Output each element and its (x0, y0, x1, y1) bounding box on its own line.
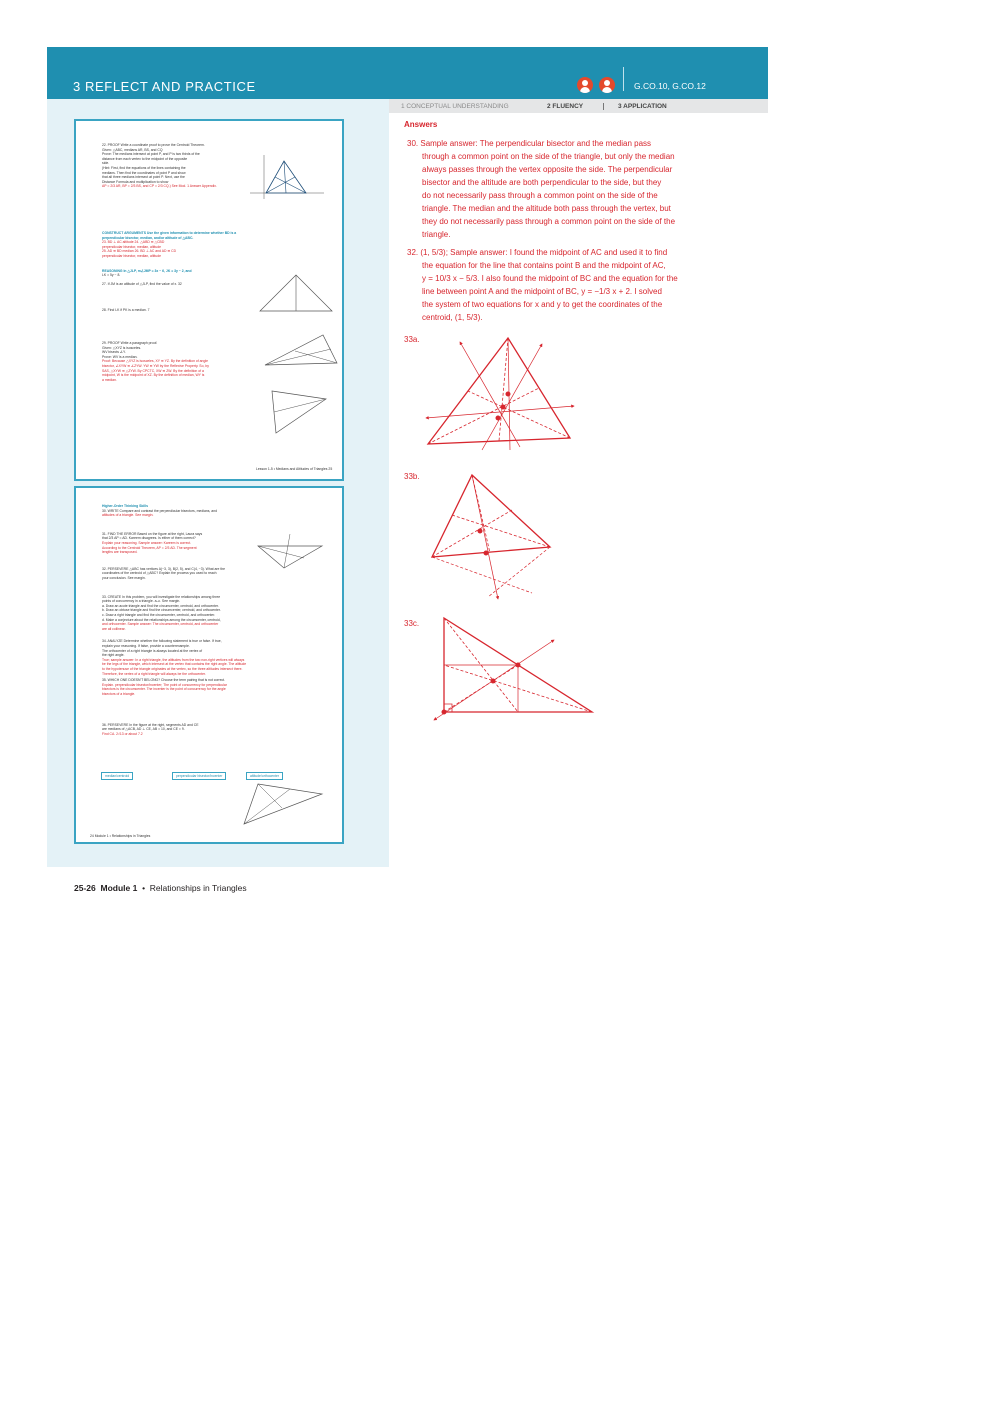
acute-triangle-concurrency-figure (420, 332, 580, 452)
page-text-line: Find CA. 2√13 or about 7.2 (102, 731, 143, 736)
obtuse-triangle-concurrency-figure (422, 465, 562, 605)
page-text-line: lengths are transposed. (102, 550, 138, 555)
answer-32-number: 32. (407, 248, 419, 257)
centroid-figure (246, 153, 326, 203)
page-text-line: perpendicular bisector, median, and/or altitude of △ABC. (102, 235, 194, 240)
answer-32-line: (1, 5/3); Sample answer: I found the midpoint of AC and used it to find (420, 248, 668, 257)
page-text-line: AP = 2/3 AR, BP = 2/3 BS, and CP = 2/3 CQ.) See Mod. 1 Answer Appendix. (102, 184, 217, 189)
page-text-line: are all collinear. (102, 626, 126, 631)
medians-triangle-figure (236, 780, 326, 828)
page-24-footer: 24 Module 1 • Relationships in Triangles (90, 834, 151, 838)
page-text-line: LK = 5y − 8. (102, 273, 121, 278)
tab-fluency[interactable]: 2 FLUENCY (547, 102, 584, 110)
answer-30-line: triangle. (422, 230, 451, 239)
page-text-line: 27. If JM is an altitude of △JLP, find the value of x. 32 (102, 281, 182, 286)
page-text-line: Distance Formula and multiplication to show (102, 179, 169, 184)
page-text-line: perpendicular bisector, median, altitude (102, 254, 161, 258)
section-title: 3 REFLECT AND PRACTICE (73, 79, 256, 94)
page-text-line: Proof: Because △XYZ is isosceles, XY ≅ YZ. By the definition of angle (102, 359, 208, 364)
page-text-line: and orthocenter. Sample answer: The circumcenter, centroid, and orthocenter (102, 622, 219, 627)
page-text-line: that all three medians intersect at point P. Next, use the (102, 175, 185, 180)
page-text-line: Therefore, the vertex of a right triangle will always be the orthocenter. (102, 671, 206, 676)
person-icon (577, 77, 593, 93)
page-text-line: points of concurrency in a triangle. a–c. See margin. (102, 599, 181, 604)
choice-perp-bisector-incenter: perpendicular bisector/incenter (172, 772, 226, 780)
module-topic: Relationships in Triangles (149, 883, 247, 893)
triangle-bd-figure (256, 271, 336, 316)
page-text-line: WV bisects ∠Y. (102, 350, 126, 355)
page-text-line: a median. (102, 377, 117, 382)
page-25-footer: Lesson 1-5 • Medians and Altitudes of Triangles 25 (256, 467, 333, 471)
answer-30-line: Sample answer: The perpendicular bisector and the median pass (420, 139, 652, 148)
answer-32-line: line between point A and the midpoint of BC, y = −1/3 x + 2. I solved (422, 287, 662, 296)
page-text-line: Explain your reasoning. Sample answer: Kareem is correct. (102, 541, 192, 545)
practice-type-icons (577, 77, 615, 93)
answer-32-line: the system of two equations for x and y to get the coordinates of the (422, 300, 663, 309)
answer-32 (407, 246, 713, 324)
answer-30-line: always passes through the vertex opposite the side. The perpendicular (422, 165, 673, 174)
page-text-line: The orthocenter of a right triangle is always located at the vertex of (102, 648, 203, 653)
tab-application[interactable]: 3 APPLICATION (603, 103, 667, 110)
page-text-line: bisectors of a triangle. (102, 692, 136, 696)
page-text-line: medians. Then find the coordinates of point P and show (102, 170, 186, 175)
page-text-line: altitudes of a triangle. See margin. (102, 513, 154, 518)
page-text-line: 35. WHICH ONE DOESN'T BELONG? Choose the term pairing that is not correct. (102, 678, 226, 683)
choice-median-centroid: median/centroid (101, 772, 133, 780)
answer-30-line: triangle. The median and the altitude both pass through the vertex, but (422, 204, 671, 213)
answer-32-line: centroid, (1, 5/3). (422, 313, 483, 322)
pair-icon (599, 77, 615, 93)
figure-33a-label: 33a. (404, 335, 420, 344)
standards-label: G.CO.10, G.CO.12 (634, 81, 706, 91)
answer-30-line: do not necessarily pass through a common point on the side of the (422, 191, 658, 200)
answer-30-number: 30. (407, 139, 419, 148)
page-text-line: 34. ANALYZE Determine whether the following statement is true or false. If true, (102, 639, 222, 644)
page-text-line: 25. AD ≅ BD median 26. BD ⊥ AC and AD ≅ CD (102, 249, 177, 254)
student-page-24 (74, 486, 344, 844)
page-text-line: the right angle. (102, 653, 125, 658)
error-triangle-figure (254, 532, 326, 572)
answer-30 (407, 137, 713, 241)
page-text-line: 32. PERSEVERE △ABC has vertices A(−3, 3), B(2, 5), and C(4, −3). What are the (102, 566, 226, 571)
page-text-line: midpoint, W is the midpoint of XZ. By the definition of median, WY is (102, 373, 205, 378)
page-text-line: explain your reasoning. If false, provide a counterexample. (102, 644, 190, 648)
page-text-line: SAS, △XYW ≅ △ZYW. By CPCTC, XW ≅ ZW. By the definition of a (102, 368, 204, 373)
level-tabs (389, 99, 768, 113)
footer-separator: • (142, 883, 146, 893)
figure-33c-label: 33c. (404, 619, 420, 628)
page-numbers: 25-26 (74, 883, 96, 893)
page-text-line: Given: △XYZ is isosceles. (102, 345, 142, 350)
answer-30-line: bisector and the altitude are both perpendicular to the side, but they (422, 178, 662, 187)
page-text-line: Explain. perpendicular bisector/incenter; The point of concurrency for perpendicular (102, 682, 227, 687)
triangle-xyz-figure (266, 387, 336, 437)
page-text-line: According to the Centroid Theorem, AP = 2/3 AD. The segment (102, 545, 197, 550)
page-text-line: 33. CREATE In this problem, you will investigate the relationships among three (102, 594, 221, 599)
page-text-line: d. Make a conjecture about the relationships among the circumcenter, centroid, (102, 617, 221, 622)
choice-altitude-orthocenter: altitude/orthocenter (246, 772, 283, 780)
page-text-line: 28. Find LK if PK is a median. 7 (102, 308, 150, 313)
page-text-line: perpendicular bisector, median, altitude (102, 244, 161, 249)
page-text-line: are medians of △ACB, AD ⊥ CE, AB = 10, and CE = 9. (102, 727, 185, 732)
page-text-line: 23. BD ⊥ AC altitude 24. △ABD ≅ △CBD (102, 240, 165, 245)
page-text-line: coordinates of the centroid of △ABC? Explain the process you used to reach (102, 571, 217, 576)
page-text-line: your conclusion. See margin. (102, 576, 146, 580)
page-text-line: Prove: The medians intersect at point P, and P is two thirds of the (102, 152, 200, 157)
answer-32-line: the equation for the line that contains point B and the midpoint of AC, (422, 261, 666, 270)
page-text-line: Prove: WV is a median. (102, 354, 138, 359)
figure-33b-label: 33b. (404, 472, 420, 481)
page-text-line: CONSTRUCT ARGUMENTS Use the given information to determine whether BD is a (102, 231, 237, 235)
page-text-line: 36. PERSEVERE In the figure at the right, segments AD and CE (102, 722, 199, 727)
page-text-line: bisector, ∠XYW ≅ ∠ZYW. YW ≅ YW by the Reflexive Property. So, by (102, 364, 209, 368)
page-text-line: bisectors is the circumcenter. The incenter is the point of concurrency for the angle (102, 687, 226, 692)
page-text-line: 29. PROOF Write a paragraph proof. (102, 341, 158, 345)
page-text-line: Given: △ABC, medians AR, BS, and CQ (102, 147, 163, 152)
header-divider (623, 67, 624, 91)
page-text-line: distance from each vertex to the midpoint of the opposite (102, 156, 188, 161)
tab-conceptual[interactable]: 1 CONCEPTUAL UNDERSTANDING (401, 102, 509, 110)
section-header (47, 47, 768, 99)
page-text-line: to the hypotenuse of the triangle originates at the vertex, so the three altitudes intersect there. (102, 667, 243, 671)
page-text-line: Higher-Order Thinking Skills (102, 504, 148, 508)
page-text-line: be the legs of the triangle, which intersect at the vertex that contains the right angle. The altitude (102, 662, 247, 667)
page-text-line: (Hint: First, find the equations of the lines containing the (102, 166, 186, 170)
module-label: Module 1 (100, 883, 138, 893)
answers-heading: Answers (404, 120, 438, 129)
page-text-line: c. Draw a right triangle and find the circumcenter, centroid, and orthocenter. (102, 613, 216, 617)
page-text-line: that 2/3 AP = AD. Kareem disagrees. Is either of them correct? (102, 536, 196, 541)
page-text-line: 31. FIND THE ERROR Based on the figure at the right, Laura says (102, 531, 203, 536)
answer-32-line: y = 10/3 x − 5/3. I also found the midpoint of BC and the equation for the (422, 274, 678, 283)
page-text-line: 22. PROOF Write a coordinate proof to prove the Centroid Theorem. (102, 143, 205, 147)
page-text-line: side. (102, 161, 110, 166)
answer-30-line: they do not necessarily pass through a common point on the side of the (422, 217, 676, 226)
answer-30-line: through a common point on the side of the triangle, but only the median (422, 152, 675, 161)
page-text-line: True; sample answer: In a right triangle, the altitudes from the two non-right vertices will always (102, 657, 245, 662)
page-footer (74, 883, 247, 893)
page-text-line: b. Draw an obtuse triangle and find the circumcenter, centroid, and orthocenter. (102, 608, 221, 613)
page-text-line: 30. WRITE Compare and contrast the perpendicular bisectors, medians, and (102, 508, 217, 513)
page-text-line: a. Draw an acute triangle and find the circumcenter, centroid, and orthocenter. (102, 603, 219, 608)
student-page-25 (74, 119, 344, 481)
page-text-line: REASONING In △JLP, m∠JMP = 3x − 6, JK = 3y − 2, and (102, 268, 192, 273)
right-triangle-concurrency-figure (424, 610, 600, 722)
triangle-jlp-figure (261, 329, 341, 369)
